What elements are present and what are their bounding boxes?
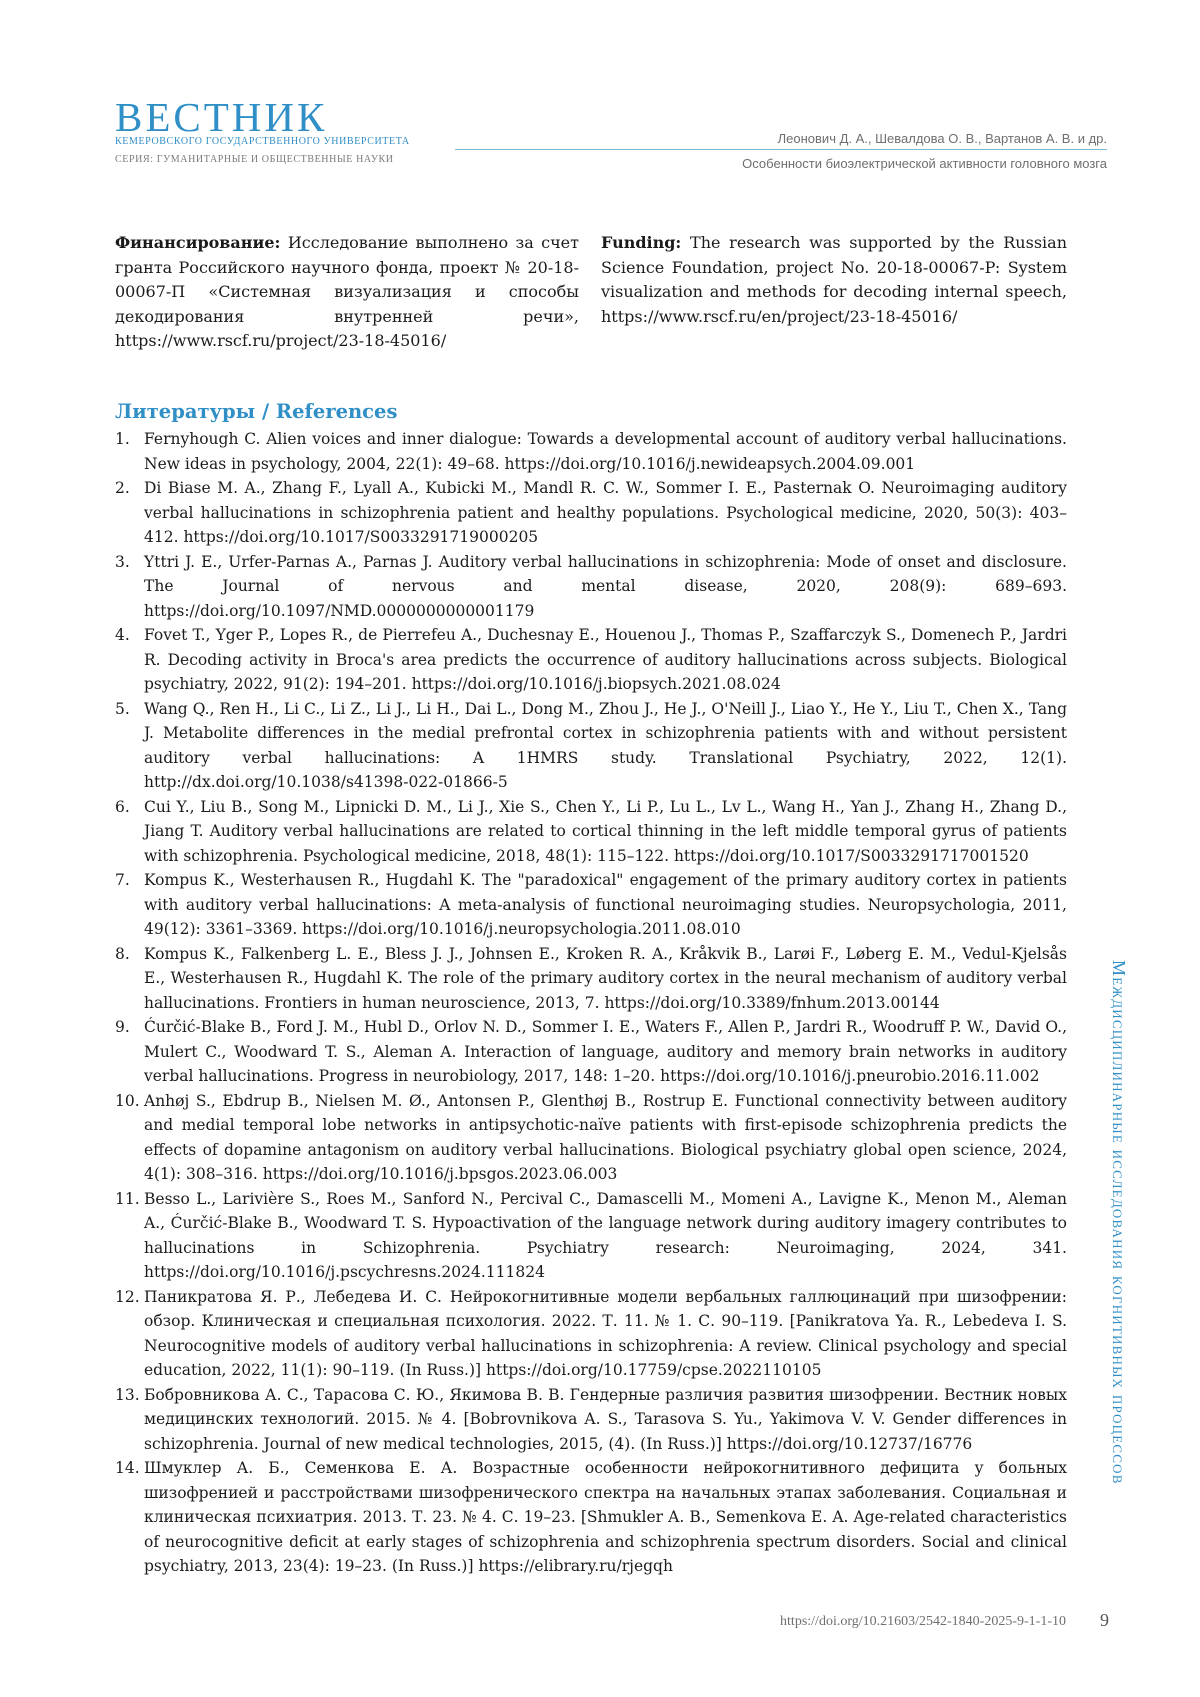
reference-number: 13. [115, 1385, 140, 1404]
page-number: 9 [1100, 1610, 1109, 1630]
reference-text: Anhøj S., Ebdrup B., Nielsen M. Ø., Antonsen P., Glenthøj B., Rostrup E. Functional connectivity between auditory and medial temporal lobe networks in antipsychotic-naïve patients with first-episode schizophrenia predicts the effects of dopamine antagonism on auditory verbal hallucinations. Biological psychiatry global open science, 2024, 4(1): 308–316. https://doi.org/10.1016/j.bpsgos.2023.06.003 [144, 1091, 1067, 1183]
funding-ru-label: Финансирование: [115, 233, 281, 252]
reference-number: 14. [115, 1459, 140, 1477]
reference-text: Wang Q., Ren H., Li C., Li Z., Li J., Li H., Dai L., Dong M., Zhou J., He J., O'Neill J., Liao Y., He Y., Liu T., Chen X., Tang J. Metabolite differences in the medial prefrontal cortex in schizophrenia patients with and without persistent auditory verbal hallucinations: A 1HMRS study. Translational Psychiatry, 2022, 12(1). http://dx.doi.org/10.1038/s41398-022-01866-5 [144, 699, 1067, 791]
reference-text: Cui Y., Liu B., Song M., Lipnicki D. M., Li J., Xie S., Chen Y., Li P., Lu L., Lv L., Wang H., Yan J., Zhang H., Zhang D., Jiang T. Auditory verbal hallucinations are related to cortical thinning in the left middle temporal gyrus of patients with schizophrenia. Psychological medicine, 2018, 48(1): 115–122. https://doi.org/10.1017/S0033291717001520 [144, 797, 1067, 865]
reference-item [115, 868, 1067, 942]
reference-text: Yttri J. E., Urfer-Parnas A., Parnas J. Auditory verbal hallucinations in schizophrenia: Mode of onset and disclosure. The Journal of nervous and mental disease, 2020, 208(9): 689–693. https://doi.org/10.1097/NMD.0000000000001179 [144, 552, 1067, 620]
reference-item [115, 476, 1067, 550]
journal-masthead [115, 94, 410, 166]
reference-text: Kompus K., Falkenberg L. E., Bless J. J., Johnsen E., Kroken R. A., Kråkvik B., Larøi F., Løberg E. M., Vedul-Kjelsås E., Westerhausen R., Hugdahl K. The role of the primary auditory cortex in the neural mechanism of auditory verbal hallucinations. Frontiers in human neuroscience, 2013, 7. https://doi.org/10.3389/fnhum.2013.00144 [144, 944, 1067, 1012]
reference-number: 2. [115, 479, 130, 497]
reference-item [115, 942, 1067, 1016]
journal-series: СЕРИЯ: ГУМАНИТАРНЫЕ И ОБЩЕСТВЕННЫЕ НАУКИ [115, 154, 394, 165]
reference-text: Шмуклер А. Б., Семенкова Е. А. Возрастные особенности нейрокогнитивного дефицита у больных шизофренией и расстройствами шизофренического спектра на начальных этапах заболевания. Социальная и клиническая психиатрия. 2013. Т. 23. № 4. С. 19–23. [Shmukler A. B., Semenkova E. A. Age-related characteristics of neurocognitive deficit at early stages of schizophrenia and schizophrenia spectrum disorders. Social and clinical psychiatry, 2013, 23(4): 19–23. (In Russ.)] https://elibrary.ru/rjegqh [144, 1459, 1067, 1575]
funding-ru-text: Исследование выполнено за счет гранта Российского научного фонда, проект № 20-18-00067-П «Системная визуализация и способы декодирования внутренней речи», https://www.rscf.ru/project/23-18-45016/ [115, 233, 579, 350]
journal-name: ВЕСТНИК [115, 94, 328, 140]
reference-item [115, 1187, 1067, 1285]
reference-item [115, 1456, 1067, 1579]
funding-en-label: Funding: [601, 233, 682, 252]
reference-text: Fernyhough C. Alien voices and inner dialogue: Towards a developmental account of auditory verbal hallucinations. New ideas in psychology, 2004, 22(1): 49–68. https://doi.org/10.1016/j.newideapsych.2004.09.001 [144, 430, 1067, 473]
reference-text: Бобровникова А. С., Тарасова С. Ю., Якимова В. В. Гендерные различия развития шизофрении. Вестник новых медицинских технологий. 2015. № 4. [Bobrovnikova A. S., Tarasova S. Yu., Yakimova V. V. Gender differences in schizophrenia. Journal of new medical technologies, 2015, (4). (In Russ.)] https://doi.org/10.12737/16776 [144, 1385, 1067, 1453]
reference-number: 3. [115, 552, 130, 571]
reference-number: 10. [115, 1091, 140, 1110]
running-head-title: Особенности биоэлектрической активности головного мозга [742, 156, 1107, 171]
reference-number: 11. [115, 1189, 140, 1208]
reference-number: 4. [115, 626, 130, 644]
section-side-label: Междисциплинарные исследования когнитивных процессов [1109, 960, 1129, 1485]
reference-text: Fovet T., Yger P., Lopes R., de Pierrefeu A., Duchesnay E., Houenou J., Thomas P., Szaffarczyk S., Domenech P., Jardri R. Decoding activity in Broca's area predicts the occurrence of auditory hallucinations across subjects. Biological psychiatry, 2022, 91(2): 194–201. https://doi.org/10.1016/j.biopsych.2021.08.024 [144, 626, 1067, 693]
reference-text: Di Biase M. A., Zhang F., Lyall A., Kubicki M., Mandl R. C. W., Sommer I. E., Pasternak O. Neuroimaging auditory verbal hallucinations in schizophrenia patient and healthy populations. Psychological medicine, 2020, 50(3): 403–412. https://doi.org/10.1017/S0033291719000205 [144, 479, 1067, 546]
reference-number: 6. [115, 797, 130, 816]
reference-text: Паникратова Я. Р., Лебедева И. С. Нейрокогнитивные модели вербальных галлюцинаций при шизофрении: обзор. Клиническая и специальная психология. 2022. Т. 11. № 1. С. 90–119. [Panikratova Ya. R., Lebedeva I. S. Neurocognitive models of auditory verbal hallucinations in schizophrenia: A review. Clinical psychology and special education, 2022, 11(1): 90–119. (In Russ.)] https://doi.org/10.17759/cpse.2022110105 [144, 1287, 1067, 1379]
funding-en [601, 231, 1067, 329]
reference-number: 9. [115, 1018, 130, 1036]
reference-number: 8. [115, 944, 130, 963]
funding-ru [115, 231, 579, 354]
reference-text: Besso L., Larivière S., Roes M., Sanford N., Percival C., Damascelli M., Momeni A., Lavigne K., Menon M., Aleman A., Ćurčić-Blake B., Woodward T. S. Hypoactivation of the language network during auditory imagery contributes to hallucinations in Schizophrenia. Psychiatry research: Neuroimaging, 2024, 341. https://doi.org/10.1016/j.pscychresns.2024.111824 [144, 1189, 1067, 1281]
reference-item [115, 427, 1067, 476]
reference-number: 1. [115, 430, 130, 448]
reference-item [115, 1383, 1067, 1457]
header-divider [455, 149, 1107, 150]
reference-text: Ćurčić-Blake B., Ford J. M., Hubl D., Orlov N. D., Sommer I. E., Waters F., Allen P., Jardri R., Woodruff P. W., David O., Mulert C., Woodward T. S., Aleman A. Interaction of language, auditory and memory brain networks in auditory verbal hallucinations. Progress in neurobiology, 2017, 148: 1–20. https://doi.org/10.1016/j.pneurobio.2016.11.002 [144, 1018, 1067, 1085]
reference-item [115, 550, 1067, 624]
references-list [115, 427, 1067, 1579]
reference-text: Kompus K., Westerhausen R., Hugdahl K. The "paradoxical" engagement of the primary auditory cortex in patients with auditory verbal hallucinations: A meta-analysis of functional neuroimaging studies. Neuropsychologia, 2011, 49(12): 3361–3369. https://doi.org/10.1016/j.neuropsychologia.2011.08.010 [144, 871, 1067, 938]
footer-doi-link[interactable]: https://doi.org/10.21603/2542-1840-2025-9-1-1-10 [780, 1614, 1066, 1629]
reference-item [115, 795, 1067, 869]
reference-item [115, 623, 1067, 697]
references-heading: Литературы / References [115, 400, 398, 423]
reference-item [115, 1089, 1067, 1187]
running-head-authors: Леонович Д. А., Шевалдова О. В., Вартанов А. В. и др. [777, 131, 1107, 146]
funding-en-text: The research was supported by the Russian Science Foundation, project No. 20-18-00067-P: System visualization and methods for decoding internal speech, https://www.rscf.ru/en/project/23-18-45016/ [601, 233, 1067, 326]
reference-number: 7. [115, 871, 130, 889]
reference-number: 5. [115, 699, 130, 718]
reference-number: 12. [115, 1287, 140, 1306]
reference-item [115, 1015, 1067, 1089]
reference-item [115, 697, 1067, 795]
reference-item [115, 1285, 1067, 1383]
journal-university: КЕМЕРОВСКОГО ГОСУДАРСТВЕННОГО УНИВЕРСИТЕТА [115, 136, 410, 147]
